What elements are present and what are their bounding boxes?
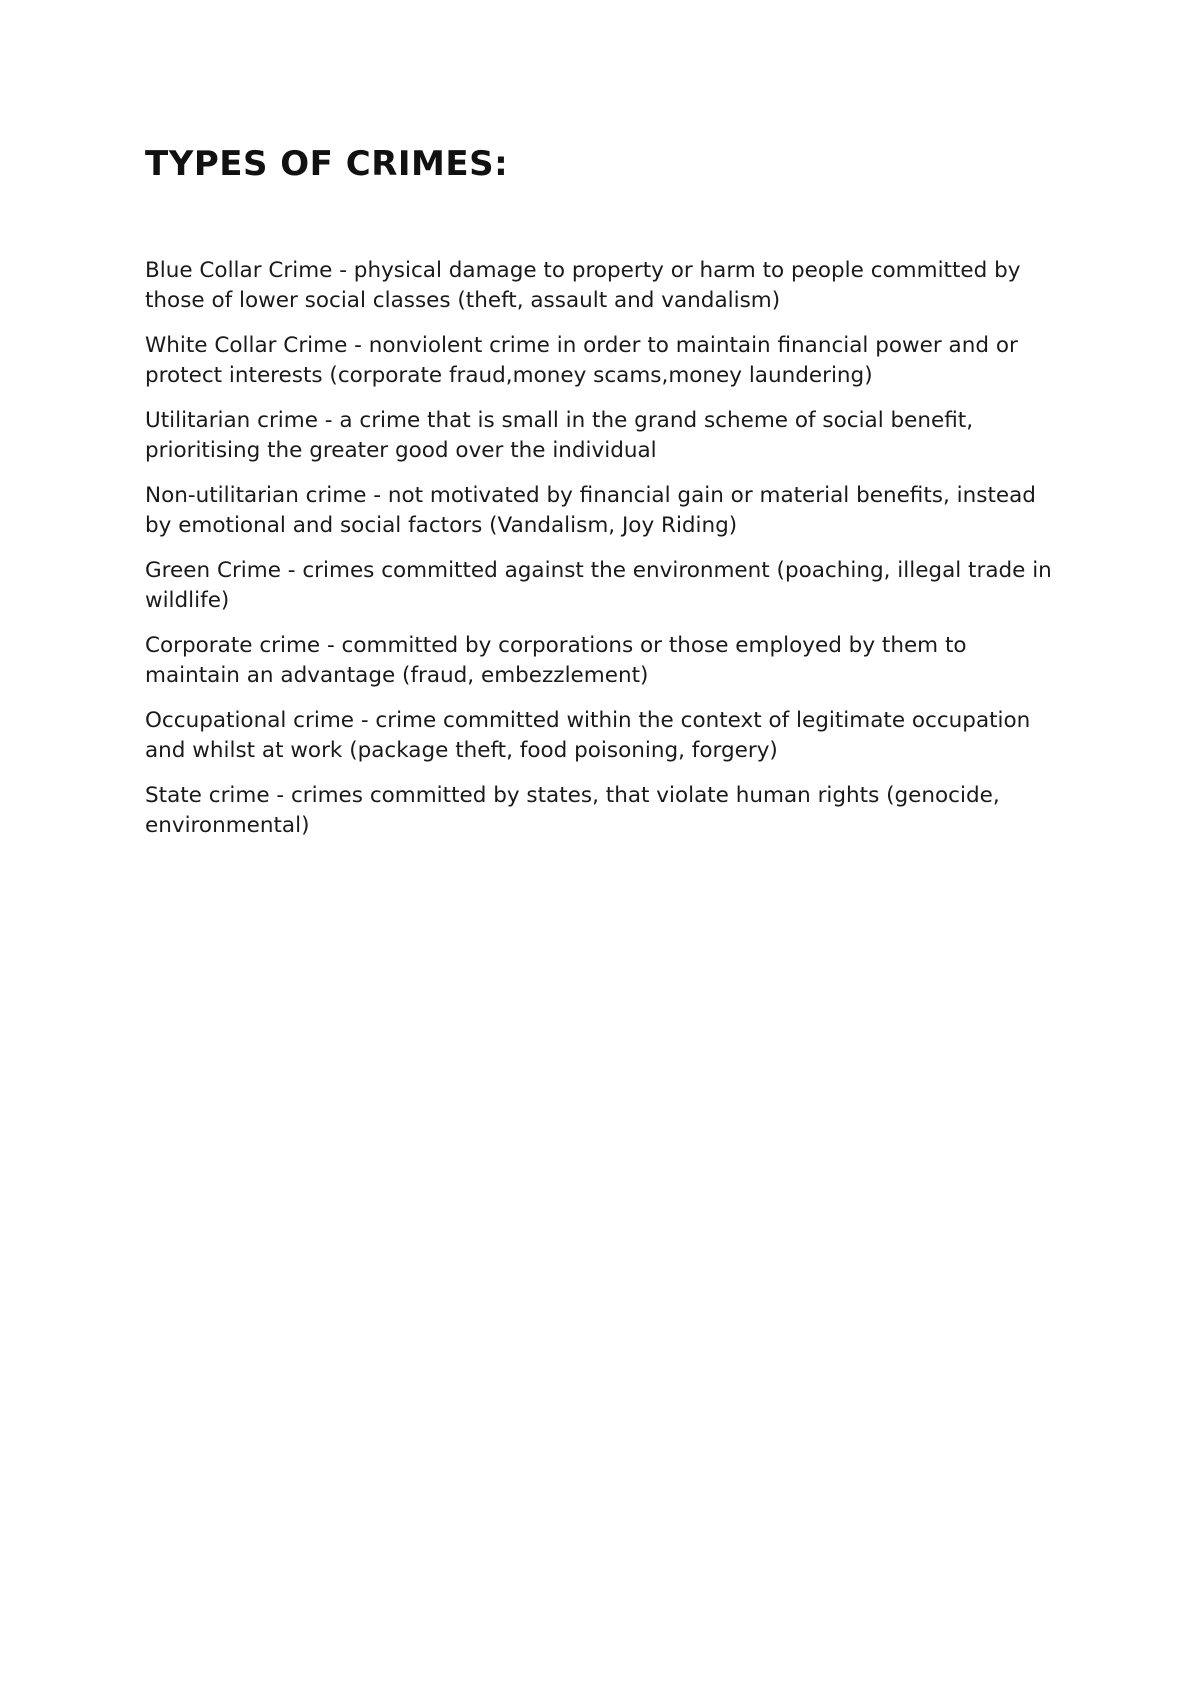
crime-type-green: Green Crime - crimes committed against the environment (poaching, illegal trade in wildlife) [145,558,1052,613]
crime-type-blue-collar: Blue Collar Crime - physical damage to property or harm to people committed by those of lower social classes (theft, assault and vandalism) [145,258,1021,313]
page-title: TYPES OF CRIMES: [145,144,509,184]
crime-type-utilitarian: Utilitarian crime - a crime that is small in the grand scheme of social benefit, prioritising the greater good over the individual [145,408,974,463]
crime-type-state: State crime - crimes committed by states, that violate human rights (genocide, environmental) [145,783,1000,838]
crime-types-list [145,256,1065,856]
crime-type-occupational: Occupational crime - crime committed within the context of legitimate occupation and whilst at work (package theft, food poisoning, forgery) [145,708,1031,763]
crime-type-non-utilitarian: Non-utilitarian crime - not motivated by financial gain or material benefits, instead by emotional and social factors (Vandalism, Joy Riding) [145,483,1036,538]
crime-type-white-collar: White Collar Crime - nonviolent crime in order to maintain financial power and or protect interests (corporate fraud,money scams,money laundering) [145,333,1018,388]
crime-type-corporate: Corporate crime - committed by corporations or those employed by them to maintain an advantage (fraud, embezzlement) [145,633,967,688]
